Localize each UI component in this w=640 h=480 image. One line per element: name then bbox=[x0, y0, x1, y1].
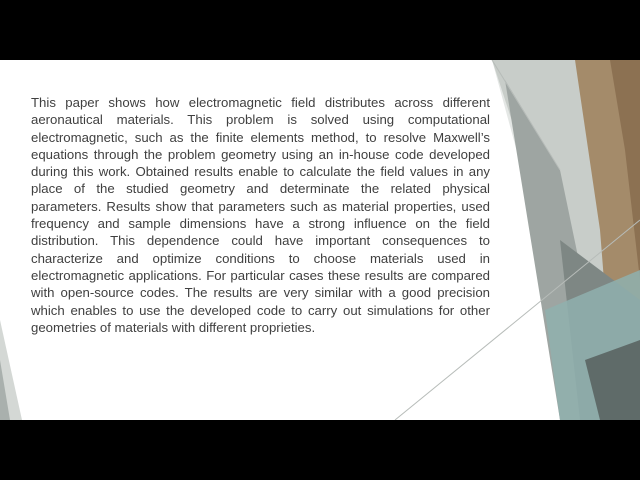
abstract-text: This paper shows how electromagnetic field distributes across different aeronautical materials. This problem is solved using computational electromagnetic, such as the finite elements method, to resolve Maxwell’s equations through the problem geometry using an in-house code developed during this work. Obtained results enable to calculate the field values in any place of the studied geometry and determinate the related physical parameters. Results show that parameters such as material properties, used frequency and sample dimensions have a strong influence on the field distribution. This dependence could have important consequences to characterize and optimize conditions to choose materials used in electromagnetic applications. For particular cases these results are compared with open-source codes. The results are very similar with a good precision which enables to use the developed code to carry out simulations for other geometries of materials with different proprieties. bbox=[31, 95, 490, 335]
presentation-slide bbox=[0, 60, 640, 420]
